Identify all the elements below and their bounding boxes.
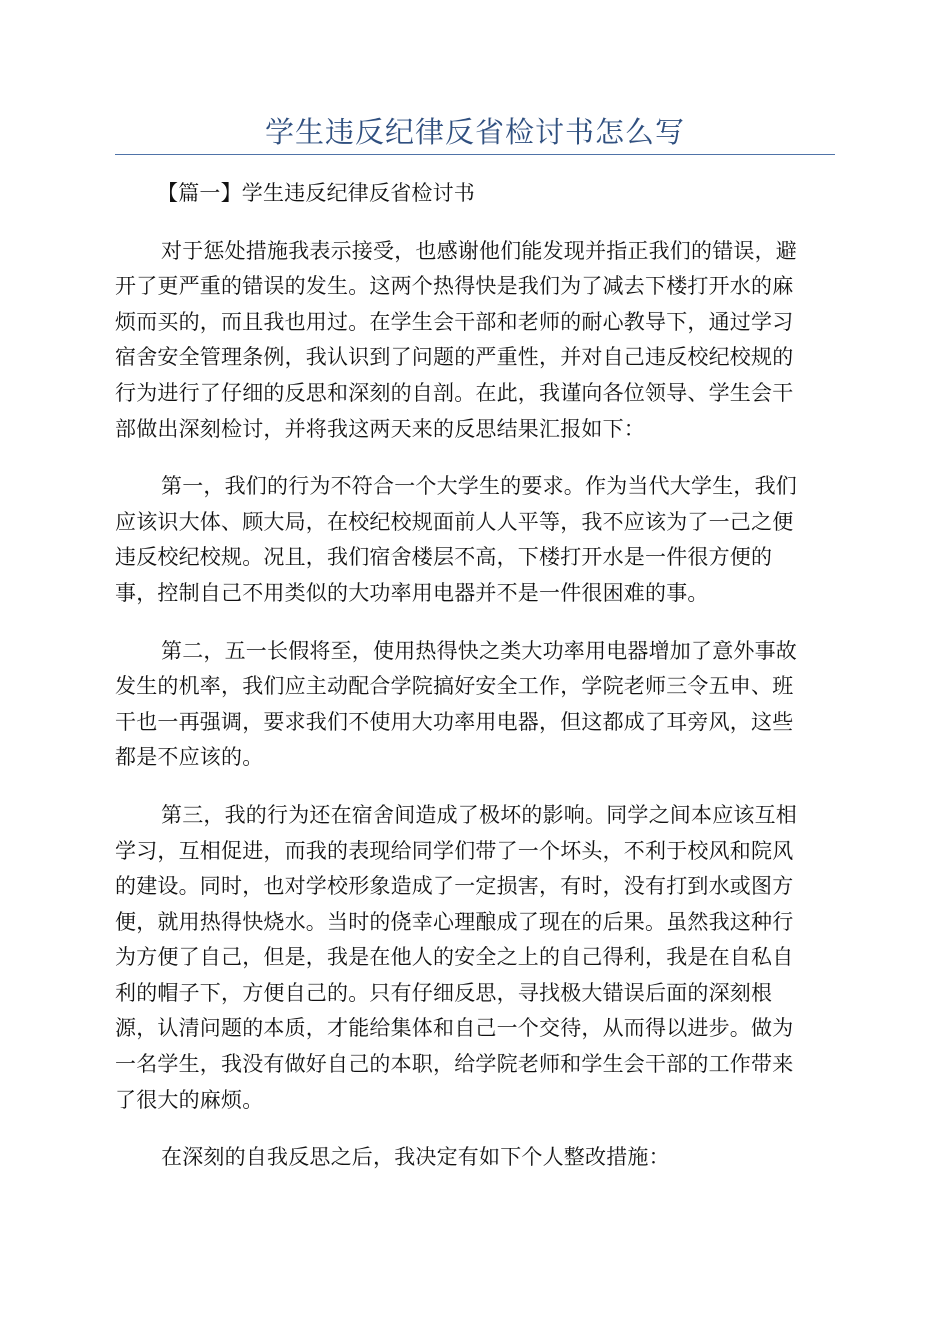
paragraph-line: 便，就用热得快烧水。当时的侥幸心理酿成了现在的后果。虽然我这种行 (115, 909, 794, 934)
paragraph-line: 都是不应该的。 (115, 745, 264, 770)
paragraph-3 (115, 634, 835, 776)
title-underline (115, 154, 835, 155)
paragraph-line: 烦而买的，而且我也用过。在学生会干部和老师的耐心教导下，通过学习 (115, 309, 794, 334)
paragraph-2 (115, 469, 835, 611)
paragraph-line: 利的帽子下，方便自己的。只有仔细反思，寻找极大错误后面的深刻根 (115, 980, 773, 1005)
paragraph-line: 事，控制自己不用类似的大功率用电器并不是一件很困难的事。 (115, 580, 709, 605)
paragraph-line: 源，认清问题的本质，才能给集体和自己一个交待，从而得以进步。做为 (115, 1016, 794, 1041)
paragraph-5 (115, 1140, 835, 1176)
paragraph-line: 第二，五一长假将至，使用热得快之类大功率用电器增加了意外事故 (161, 638, 797, 663)
paragraph-line: 部做出深刻检讨，并将我这两天来的反思结果汇报如下： (115, 416, 645, 441)
paragraph-line: 在深刻的自我反思之后，我决定有如下个人整改措施： (161, 1145, 670, 1170)
paragraph-1 (115, 234, 835, 448)
paragraph-line: 为方便了自己，但是，我是在他人的安全之上的自己得利，我是在自私自 (115, 945, 794, 970)
document-body (115, 176, 835, 1198)
paragraph-line: 第一，我们的行为不符合一个大学生的要求。作为当代大学生，我们 (161, 474, 797, 499)
paragraph-line: 行为进行了仔细的反思和深刻的自剖。在此，我谨向各位领导、学生会干 (115, 380, 794, 405)
paragraph-line: 学习，互相促进，而我的表现给同学们带了一个坏头，不利于校风和院风 (115, 838, 794, 863)
paragraph-line: 干也一再强调，要求我们不使用大功率用电器，但这都成了耳旁风，这些 (115, 709, 794, 734)
section-heading: 【篇一】学生违反纪律反省检讨书 (157, 181, 475, 205)
paragraph-line: 应该识大体、顾大局，在校纪校规面前人人平等，我不应该为了一己之便 (115, 509, 794, 534)
paragraph-line: 了很大的麻烦。 (115, 1087, 264, 1112)
paragraph-line: 的建设。同时，也对学校形象造成了一定损害，有时，没有打到水或图方 (115, 874, 794, 899)
paragraph-line: 开了更严重的错误的发生。这两个热得快是我们为了减去下楼打开水的麻 (115, 274, 794, 299)
paragraph-line: 违反校纪校规。况且，我们宿舍楼层不高，下楼打开水是一件很方便的 (115, 545, 773, 570)
paragraph-line: 宿舍安全管理条例，我认识到了问题的严重性，并对自己违反校纪校规的 (115, 345, 794, 370)
paragraph-line: 发生的机率，我们应主动配合学院搞好安全工作，学院老师三令五申、班 (115, 674, 794, 699)
paragraph-line: 对于惩处措施我表示接受，也感谢他们能发现并指正我们的错误，避 (161, 238, 797, 263)
paragraph-4 (115, 798, 835, 1118)
document-title: 学生违反纪律反省检讨书怎么写 (264, 115, 685, 149)
paragraph-line: 一名学生，我没有做好自己的本职，给学院老师和学生会干部的工作带来 (115, 1052, 794, 1077)
paragraph-line: 第三，我的行为还在宿舍间造成了极坏的影响。同学之间本应该互相 (161, 802, 797, 827)
